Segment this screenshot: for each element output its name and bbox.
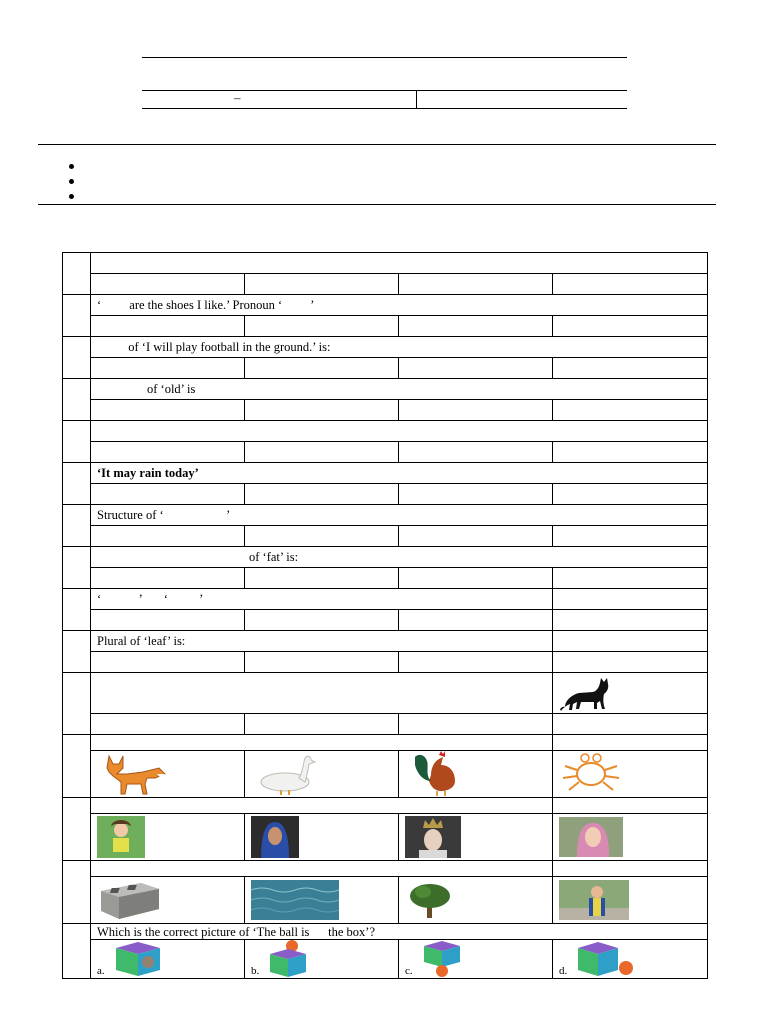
q6-option-d[interactable] [553, 484, 708, 505]
question-4-text: of ‘old’ is [91, 379, 708, 400]
question-10-text: Plural of ‘leaf’ is: [91, 631, 553, 652]
q9-option-d[interactable] [553, 610, 708, 631]
question-number-cell [63, 735, 91, 798]
sea-icon [251, 880, 339, 920]
q13-blank-cell [553, 798, 708, 814]
concrete-block-icon [97, 879, 161, 921]
q1-option-b[interactable] [245, 274, 399, 295]
q9-option-c[interactable] [399, 610, 553, 631]
q2-option-d[interactable] [553, 316, 708, 337]
question-number-cell [63, 337, 91, 379]
q4-option-c[interactable] [399, 400, 553, 421]
smiling-girl-photo-icon [559, 817, 623, 857]
q1-option-c[interactable] [399, 274, 553, 295]
q4-option-b[interactable] [245, 400, 399, 421]
q8-option-a[interactable] [91, 568, 245, 589]
q12-option-b[interactable] [245, 751, 399, 798]
q12-option-a[interactable] [91, 751, 245, 798]
q12-option-d[interactable] [553, 751, 708, 798]
q10-blank-cell [553, 631, 708, 652]
question-11-text [91, 673, 553, 714]
q2-option-c[interactable] [399, 316, 553, 337]
q15-option-a[interactable] [91, 940, 245, 979]
q15-option-d[interactable] [553, 940, 708, 979]
instructions-line-bottom [38, 204, 716, 205]
question-12-text [91, 735, 553, 751]
question-14-text [91, 861, 553, 877]
woman-photo-icon [251, 816, 299, 858]
q1-option-a[interactable] [91, 274, 245, 295]
q6-option-c[interactable] [399, 484, 553, 505]
header-line-top [142, 57, 627, 58]
question-8-label: of ‘fat’ is: [249, 550, 299, 564]
q14-blank-cell [553, 861, 708, 877]
q13-option-c[interactable] [399, 814, 553, 861]
q5-option-a[interactable] [91, 442, 245, 463]
q7-option-d[interactable] [553, 526, 708, 547]
question-number-cell [63, 253, 91, 295]
black-cat-icon [559, 673, 615, 713]
q14-option-a[interactable] [91, 877, 245, 924]
ball-beside-box-icon [574, 940, 636, 978]
q15-option-b-label: b. [251, 965, 260, 977]
q9-option-a[interactable] [91, 610, 245, 631]
q15-option-c-label: c. [405, 965, 413, 977]
q14-option-c[interactable] [399, 877, 553, 924]
q10-option-d[interactable] [553, 652, 708, 673]
q12-blank-cell [553, 735, 708, 751]
q10-option-a[interactable] [91, 652, 245, 673]
q4-option-d[interactable] [553, 400, 708, 421]
q6-option-a[interactable] [91, 484, 245, 505]
q13-option-a[interactable] [91, 814, 245, 861]
rooster-icon [405, 751, 465, 797]
q8-option-b[interactable] [245, 568, 399, 589]
question-number-cell [63, 379, 91, 421]
question-8-text [91, 547, 708, 568]
q14-option-d[interactable] [553, 877, 708, 924]
question-13-text [91, 798, 553, 814]
tree-icon [405, 880, 455, 920]
question-number-cell [63, 924, 91, 979]
question-number-cell [63, 295, 91, 337]
q13-option-b[interactable] [245, 814, 399, 861]
q11-option-a[interactable] [91, 714, 245, 735]
instruction-bullet-3 [69, 194, 74, 199]
question-5-text [91, 421, 708, 442]
q4-option-a[interactable] [91, 400, 245, 421]
q5-option-b[interactable] [245, 442, 399, 463]
q11-option-c[interactable] [399, 714, 553, 735]
q15-option-a-label: a. [97, 965, 105, 977]
fox-icon [97, 752, 167, 796]
q14-option-b[interactable] [245, 877, 399, 924]
ball-in-box-icon [112, 940, 164, 978]
q12-option-c[interactable] [399, 751, 553, 798]
goose-icon [251, 752, 321, 796]
girl-photo-icon [97, 816, 145, 858]
instruction-bullet-1 [69, 164, 74, 169]
q8-option-d[interactable] [553, 568, 708, 589]
q5-option-d[interactable] [553, 442, 708, 463]
q7-option-b[interactable] [245, 526, 399, 547]
quiz-table [62, 252, 708, 979]
q10-option-b[interactable] [245, 652, 399, 673]
q11-image-cell [553, 673, 708, 714]
q3-option-b[interactable] [245, 358, 399, 379]
question-9-text: ‘ ’ ‘ ’ [91, 589, 553, 610]
question-6-text: ‘It may rain today’ [91, 463, 708, 484]
question-number-cell [63, 798, 91, 861]
question-number-cell [63, 861, 91, 924]
header-divider [416, 90, 417, 108]
header-line-mid [142, 90, 627, 91]
q2-option-a[interactable] [91, 316, 245, 337]
q3-option-a[interactable] [91, 358, 245, 379]
question-number-cell [63, 421, 91, 463]
q15-option-d-label: d. [559, 965, 568, 977]
ball-on-box-icon [266, 940, 310, 978]
boy-photo-icon [559, 880, 629, 920]
question-7-text: Structure of ‘ ’ [91, 505, 708, 526]
instruction-bullet-2 [69, 179, 74, 184]
q9-option-b[interactable] [245, 610, 399, 631]
q7-option-a[interactable] [91, 526, 245, 547]
instructions-line-top [38, 144, 716, 145]
q11-option-b[interactable] [245, 714, 399, 735]
q3-option-d[interactable] [553, 358, 708, 379]
question-number-cell [63, 463, 91, 505]
header-line-bottom [142, 108, 627, 109]
question-1-text [91, 253, 708, 274]
question-15-text: Which is the correct picture of ‘The ball is the box’? [91, 924, 708, 940]
q7-option-c[interactable] [399, 526, 553, 547]
question-number-cell [63, 631, 91, 673]
q9-blank-cell [553, 589, 708, 610]
q6-option-b[interactable] [245, 484, 399, 505]
question-number-cell [63, 589, 91, 631]
header-dash: – [234, 90, 241, 105]
question-number-cell [63, 547, 91, 589]
queen-photo-icon [405, 816, 461, 858]
ball-under-box-icon [420, 940, 464, 978]
q2-option-b[interactable] [245, 316, 399, 337]
q15-option-c[interactable] [399, 940, 553, 979]
q11-option-d[interactable] [553, 714, 708, 735]
question-3-text: of ‘I will play football in the ground.’ is: [91, 337, 708, 358]
question-number-cell [63, 673, 91, 735]
q13-option-d[interactable] [553, 814, 708, 861]
question-2-text: ‘ are the shoes I like.’ Pronoun ‘ ’ [91, 295, 708, 316]
q3-option-c[interactable] [399, 358, 553, 379]
cartoon-crab-icon [559, 752, 623, 796]
q1-option-d[interactable] [553, 274, 708, 295]
q8-option-c[interactable] [399, 568, 553, 589]
q15-option-b[interactable] [245, 940, 399, 979]
q10-option-c[interactable] [399, 652, 553, 673]
question-number-cell [63, 505, 91, 547]
q5-option-c[interactable] [399, 442, 553, 463]
